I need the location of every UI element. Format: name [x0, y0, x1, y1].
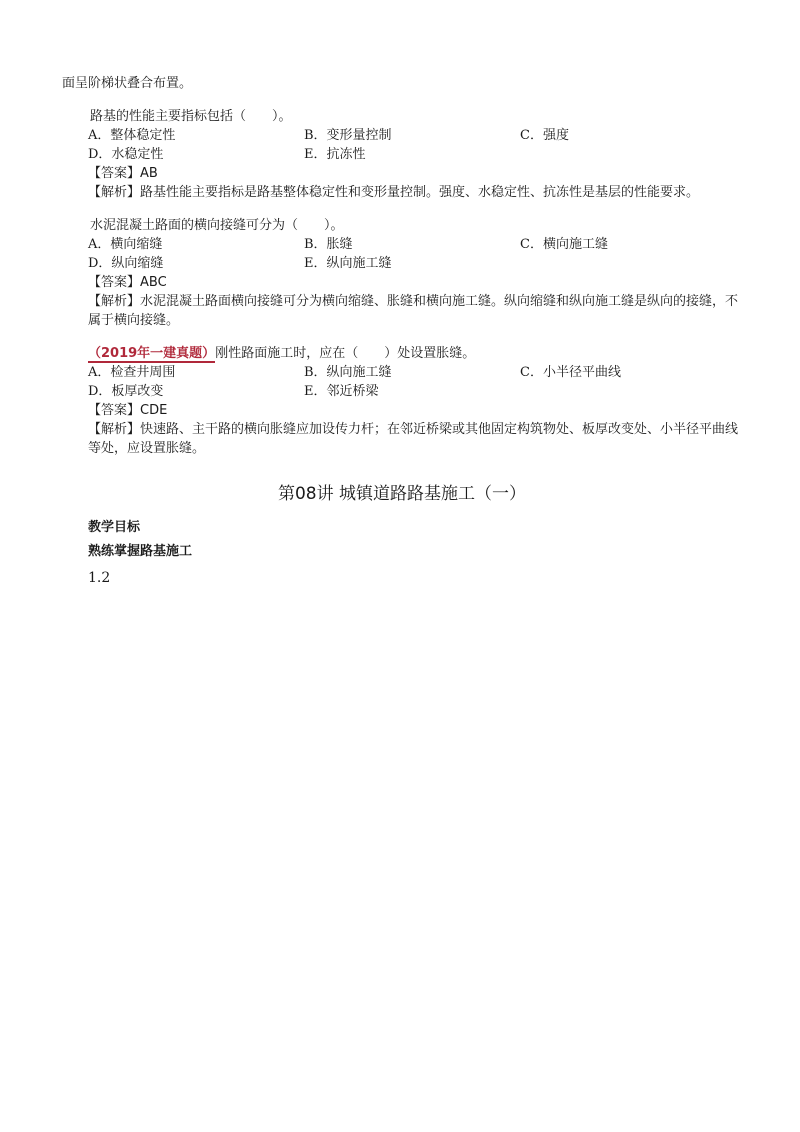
options-row: [62, 145, 742, 164]
answer-line: [62, 164, 742, 183]
document-page: [62, 74, 742, 592]
option-a: A．整体稳定性: [88, 128, 176, 143]
option-c: C．横向施工缝: [520, 237, 608, 252]
question-stem: 刚性路面施工时，应在（ ）处设置胀缝。: [215, 346, 476, 361]
analysis-label: 【解析】: [88, 422, 141, 437]
analysis-paragraph: [62, 183, 742, 202]
option-c: C．小半径平曲线: [520, 365, 621, 380]
option-d: D．水稳定性: [88, 147, 164, 162]
options-row: [62, 363, 742, 382]
answer-line: [62, 273, 742, 292]
analysis-label: 【解析】: [88, 294, 141, 309]
answer-label: 【答案】: [88, 403, 141, 418]
analysis-paragraph: [62, 292, 742, 330]
option-a: A．横向缩缝: [88, 237, 163, 252]
option-c: C．强度: [520, 128, 569, 143]
question-stem: 路基的性能主要指标包括（ ）。: [90, 109, 292, 124]
question-3: [62, 344, 742, 458]
intro-fragment: 面呈阶梯状叠合布置。: [62, 76, 193, 91]
options-row: [62, 235, 742, 254]
answer-value: AB: [140, 166, 158, 181]
options-row: [62, 382, 742, 401]
answer-line: [62, 401, 742, 420]
option-e: E．邻近桥梁: [304, 384, 379, 399]
question-2: [62, 216, 742, 330]
analysis-text: 水泥混凝土路面横向接缝可分为横向缩缝、胀缝和横向施工缝。纵向缩缝和纵向施工缝是纵向的接缝，不属于横向接缝。: [88, 294, 739, 328]
option-e: E．抗冻性: [304, 147, 366, 162]
question-stem-line: [62, 344, 742, 363]
option-b: B．胀缝: [304, 237, 353, 252]
goal-heading: 教学目标: [88, 520, 141, 535]
goal-item: 熟练掌握路基施工: [88, 544, 193, 559]
option-b: B．变形量控制: [304, 128, 392, 143]
exam-year-tag: （2019年一建真题）: [88, 346, 216, 361]
option-d: D．纵向缩缝: [88, 256, 164, 271]
option-a: A．检查井周围: [88, 365, 176, 380]
analysis-text: 快速路、主干路的横向胀缝应加设传力杆；在邻近桥梁或其他固定构筑物处、板厚改变处、小半径平曲线等处，应设置胀缝。: [88, 422, 739, 456]
chapter-title: 第08讲 城镇道路路基施工（一）: [277, 484, 527, 504]
option-b: B．纵向施工缝: [304, 365, 392, 380]
options-row: [62, 126, 742, 145]
options-row: [62, 254, 742, 273]
answer-label: 【答案】: [88, 275, 141, 290]
analysis-paragraph: [62, 420, 742, 458]
question-stem: 水泥混凝土路面的横向接缝可分为（ ）。: [90, 218, 344, 233]
answer-label: 【答案】: [88, 166, 141, 181]
question-1: [62, 107, 742, 202]
analysis-label: 【解析】: [88, 185, 141, 200]
analysis-text: 路基性能主要指标是路基整体稳定性和变形量控制。强度、水稳定性、抗冻性是基层的性能要求。: [140, 185, 700, 200]
section-number: 1.2: [88, 570, 111, 586]
answer-value: ABC: [140, 275, 167, 290]
answer-value: CDE: [140, 403, 168, 418]
option-e: E．纵向施工缝: [304, 256, 392, 271]
option-d: D．板厚改变: [88, 384, 164, 399]
